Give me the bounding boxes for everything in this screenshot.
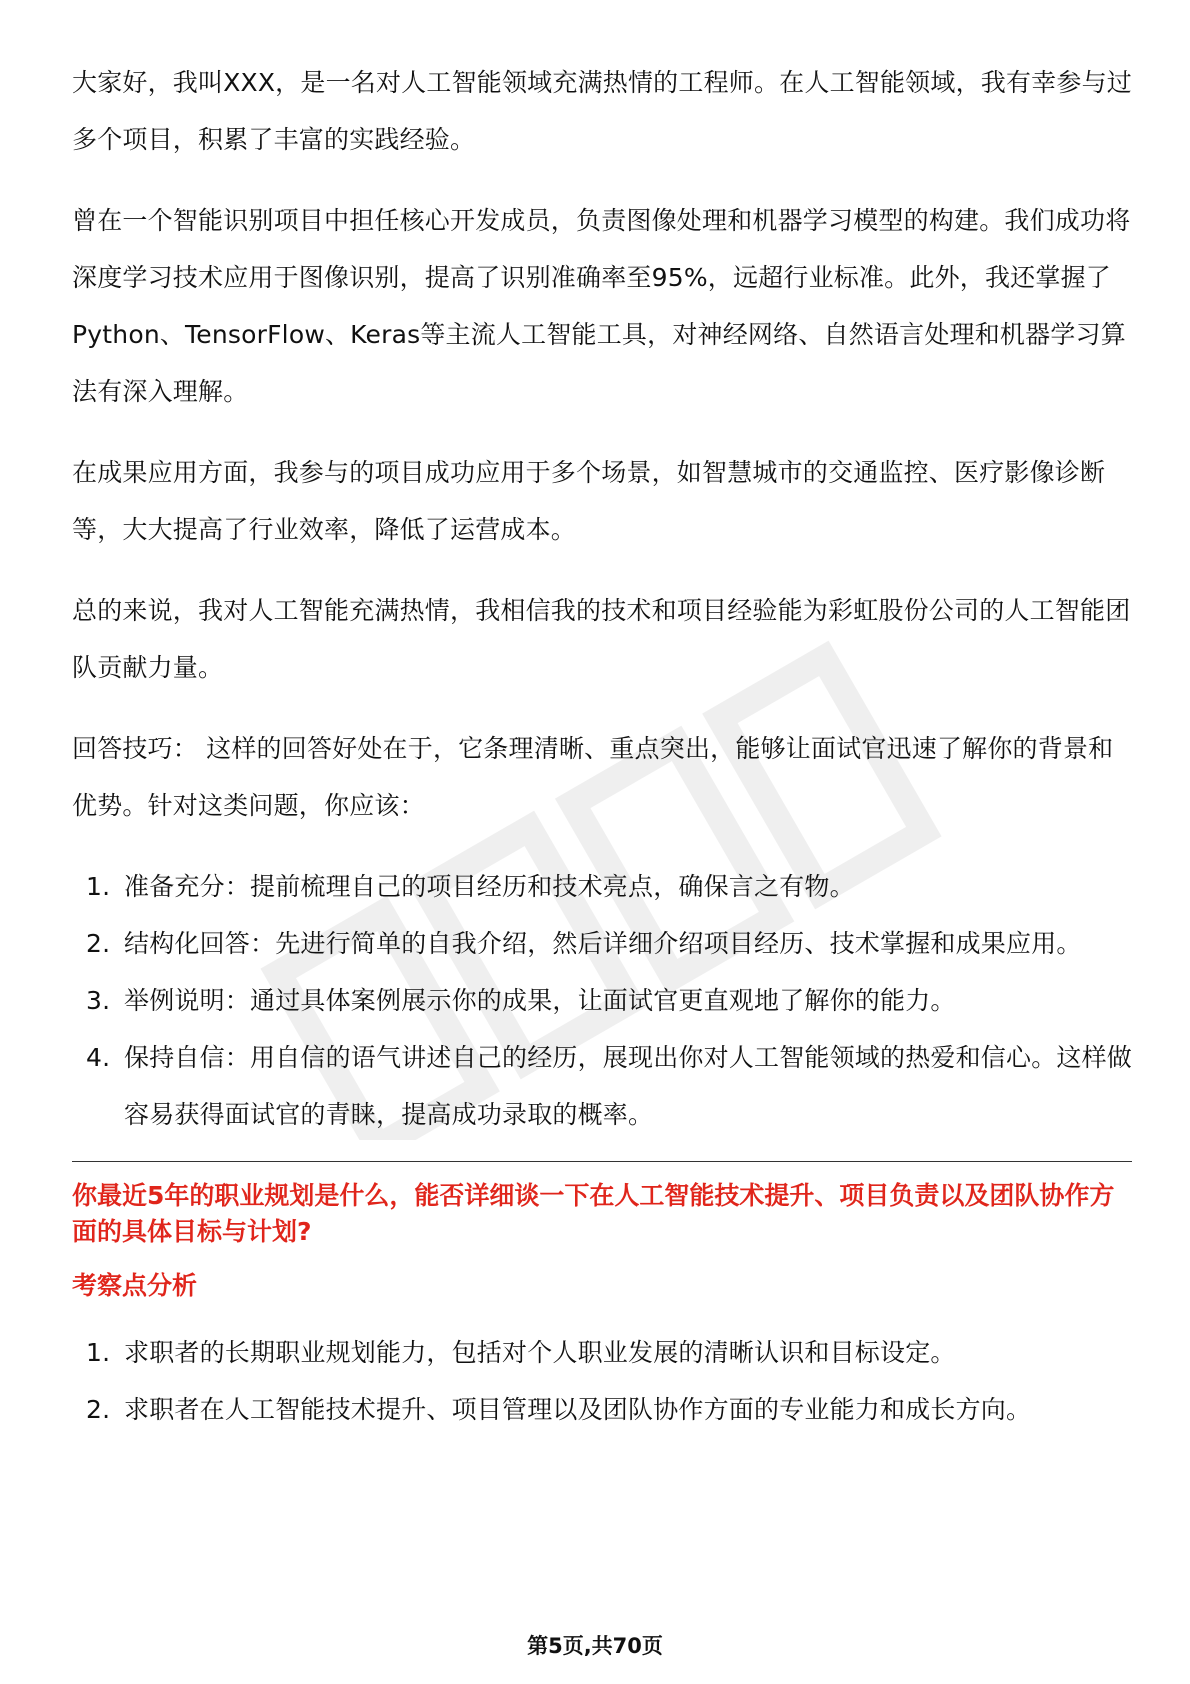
intro-paragraph-3: 在成果应用方面，我参与的项目成功应用于多个场景，如智慧城市的交通监控、医疗影像诊断等，大大提高了行业效率，降低了运营成本。 <box>72 458 1106 544</box>
list-number: 2. <box>86 929 111 958</box>
list-item <box>72 1324 1132 1381</box>
list-number: 2. <box>86 1395 111 1424</box>
analysis-list <box>72 1324 1132 1438</box>
tips-list <box>72 858 1132 1143</box>
list-text: 求职者在人工智能技术提升、项目管理以及团队协作方面的专业能力和成长方向。 <box>124 1395 1032 1424</box>
list-number: 1. <box>86 872 111 901</box>
list-item <box>72 858 1132 915</box>
list-number: 4. <box>86 1043 111 1072</box>
list-number: 3. <box>86 986 111 1015</box>
list-text: 保持自信：用自信的语气讲述自己的经历，展现出你对人工智能领域的热爱和信心。这样做容易获得面试官的青睐，提高成功录取的概率。 <box>124 1043 1133 1129</box>
list-number: 1. <box>86 1338 111 1367</box>
interview-question: 你最近5年的职业规划是什么，能否详细谈一下在人工智能技术提升、项目负责以及团队协作方面的具体目标与计划? <box>72 1181 1115 1246</box>
list-text: 准备充分：提前梳理自己的项目经历和技术亮点，确保言之有物。 <box>124 872 855 901</box>
page-number-footer: 第5页,共70页 <box>527 1634 663 1658</box>
analysis-heading: 考察点分析 <box>72 1271 198 1300</box>
section-divider <box>72 1161 1132 1162</box>
list-item <box>72 915 1132 972</box>
list-item <box>72 1381 1132 1438</box>
list-text: 求职者的长期职业规划能力，包括对个人职业发展的清晰认识和目标设定。 <box>124 1338 956 1367</box>
intro-paragraph-2: 曾在一个智能识别项目中担任核心开发成员，负责图像处理和机器学习模型的构建。我们成功将深度学习技术应用于图像识别，提高了识别准确率至95%，远超行业标准。此外，我还掌握了Python、TensorFlow、Keras等主流人工智能工具，对神经网络、自然语言处理和机器学习算法有深入理解。 <box>72 206 1131 406</box>
answer-tips-paragraph: 回答技巧： 这样的回答好处在于，它条理清晰、重点突出，能够让面试官迅速了解你的背景和优势。针对这类问题，你应该： <box>72 734 1114 820</box>
list-item <box>72 972 1132 1029</box>
list-text: 结构化回答：先进行简单的自我介绍，然后详细介绍项目经历、技术掌握和成果应用。 <box>124 929 1082 958</box>
intro-paragraph-1: 大家好，我叫XXX，是一名对人工智能领域充满热情的工程师。在人工智能领域，我有幸参与过多个项目，积累了丰富的实践经验。 <box>72 68 1132 154</box>
list-text: 举例说明：通过具体案例展示你的成果，让面试官更直观地了解你的能力。 <box>124 986 956 1015</box>
intro-paragraph-4: 总的来说，我对人工智能充满热情，我相信我的技术和项目经验能为彩虹股份公司的人工智能团队贡献力量。 <box>72 596 1131 682</box>
document-page <box>72 54 1132 1456</box>
list-item <box>72 1029 1132 1143</box>
